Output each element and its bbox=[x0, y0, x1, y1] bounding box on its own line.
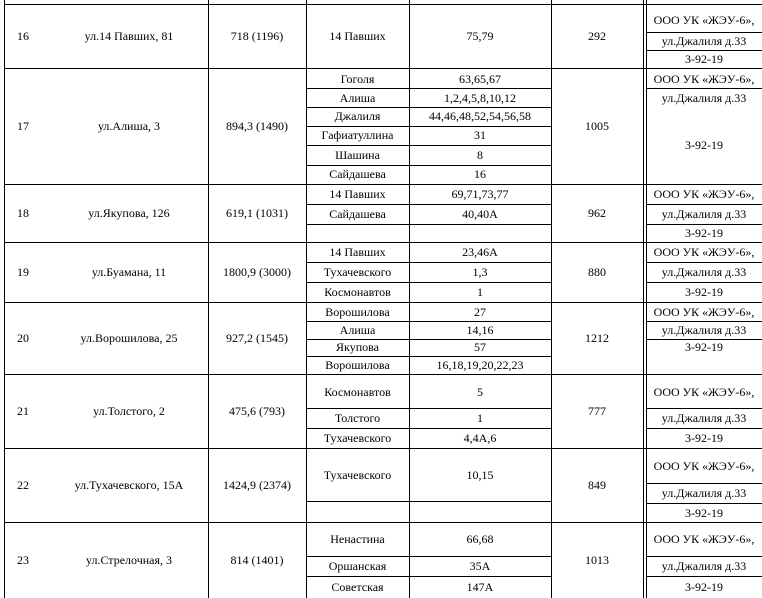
table-vertical-border bbox=[643, 0, 644, 598]
table-horizontal-border bbox=[646, 556, 762, 557]
table-vertical-border bbox=[208, 0, 209, 598]
table-horizontal-border bbox=[646, 428, 762, 429]
street-name: Гафиатуллина bbox=[321, 128, 394, 142]
table-horizontal-border bbox=[4, 522, 762, 523]
management-address: ул.Джалиля д.33 bbox=[661, 486, 747, 500]
row-number: 20 bbox=[17, 331, 29, 345]
table-horizontal-border bbox=[306, 165, 551, 166]
table-horizontal-border bbox=[646, 88, 762, 89]
table-horizontal-border bbox=[4, 184, 762, 185]
street-name: Оршанская bbox=[328, 559, 387, 573]
management-phone: 3-92-19 bbox=[685, 340, 723, 354]
house-numbers: 16,18,19,20,22,23 bbox=[436, 358, 524, 372]
management-phone: 3-92-19 bbox=[685, 52, 723, 66]
table-horizontal-border bbox=[4, 302, 762, 303]
street-name: Ворошилова bbox=[325, 358, 390, 372]
management-address: ул.Джалиля д.33 bbox=[661, 411, 747, 425]
street-name: Космонавтов bbox=[324, 385, 391, 399]
house-numbers: 66,68 bbox=[466, 532, 494, 546]
management-phone: 3-92-19 bbox=[685, 285, 723, 299]
row-number: 23 bbox=[17, 553, 29, 567]
table-horizontal-border bbox=[646, 50, 762, 51]
households-count: 880 bbox=[588, 265, 606, 279]
row-number: 16 bbox=[17, 29, 29, 43]
street-name: Сайдашева bbox=[329, 167, 386, 181]
management-company: ООО УК «ЖЭУ-6», bbox=[653, 532, 755, 546]
table-horizontal-border bbox=[306, 501, 551, 502]
management-address: ул.Джалиля д.33 bbox=[661, 265, 747, 279]
street-name: Сайдашева bbox=[329, 207, 386, 221]
table-horizontal-border bbox=[306, 321, 551, 322]
table-horizontal-border bbox=[646, 204, 762, 205]
table-horizontal-border bbox=[4, 242, 762, 243]
house-numbers: 5 bbox=[477, 385, 483, 399]
table-horizontal-border bbox=[306, 282, 551, 283]
row-number: 18 bbox=[17, 206, 29, 220]
house-numbers: 23,46А bbox=[462, 245, 498, 259]
street-name: Тухачевского bbox=[323, 265, 392, 279]
row-number: 21 bbox=[17, 404, 29, 418]
management-company: ООО УК «ЖЭУ-6», bbox=[653, 245, 755, 259]
house-numbers: 147А bbox=[466, 580, 494, 594]
house-numbers: 75,79 bbox=[466, 29, 494, 43]
table-horizontal-border bbox=[306, 428, 551, 429]
house-numbers: 16 bbox=[474, 167, 486, 181]
house-numbers: 35А bbox=[469, 559, 491, 573]
management-company: ООО УК «ЖЭУ-6», bbox=[653, 13, 755, 27]
table-horizontal-border bbox=[646, 503, 762, 504]
management-address: ул.Джалиля д.33 bbox=[661, 207, 747, 221]
street-name: Шашина bbox=[335, 148, 380, 162]
table-horizontal-border bbox=[646, 408, 762, 409]
building-address: ул.Ворошилова, 25 bbox=[80, 331, 178, 345]
street-name: Алиша bbox=[339, 323, 376, 337]
building-area: 814 (1401) bbox=[230, 553, 284, 567]
table-horizontal-border bbox=[4, 68, 762, 69]
table-horizontal-border bbox=[306, 107, 551, 108]
building-area: 718 (1196) bbox=[230, 29, 284, 43]
street-name: Джалиля bbox=[334, 109, 381, 123]
management-company: ООО УК «ЖЭУ-6», bbox=[653, 187, 755, 201]
management-company: ООО УК «ЖЭУ-6», bbox=[653, 72, 755, 86]
households-count: 292 bbox=[588, 29, 606, 43]
street-name: 14 Павших bbox=[329, 245, 386, 259]
house-numbers: 1 bbox=[477, 411, 483, 425]
house-numbers: 63,65,67 bbox=[459, 72, 501, 86]
table-vertical-border bbox=[4, 0, 5, 598]
street-name: Советская bbox=[331, 580, 384, 594]
table-vertical-border bbox=[409, 0, 410, 598]
management-address: ул.Джалиля д.33 bbox=[661, 559, 747, 573]
building-address: ул.14 Павших, 81 bbox=[84, 29, 174, 43]
building-address: ул.Якупова, 126 bbox=[88, 206, 170, 220]
street-name: Алиша bbox=[339, 91, 376, 105]
building-area: 619,1 (1031) bbox=[226, 206, 288, 220]
table-horizontal-border bbox=[306, 126, 551, 127]
management-address: ул.Джалиля д.33 bbox=[661, 91, 747, 105]
house-numbers: 4,4А,6 bbox=[463, 431, 497, 445]
row-number: 17 bbox=[17, 119, 29, 133]
house-numbers: 14,16 bbox=[466, 323, 494, 337]
building-area: 475,6 (793) bbox=[229, 404, 285, 418]
street-name: 14 Павших bbox=[329, 29, 386, 43]
management-address: ул.Джалиля д.33 bbox=[661, 323, 747, 337]
row-number: 22 bbox=[17, 478, 29, 492]
management-phone: 3-92-19 bbox=[685, 138, 723, 152]
building-area: 927,2 (1545) bbox=[226, 331, 288, 345]
table-horizontal-border bbox=[306, 408, 551, 409]
households-count: 1212 bbox=[585, 331, 609, 345]
street-name: Тухачевского bbox=[323, 468, 392, 482]
table-horizontal-border bbox=[306, 204, 551, 205]
house-numbers: 27 bbox=[474, 305, 486, 319]
house-numbers: 1 bbox=[477, 285, 483, 299]
table-horizontal-border bbox=[306, 88, 551, 89]
households-count: 1013 bbox=[585, 553, 609, 567]
street-name: Ненастина bbox=[330, 532, 385, 546]
street-name: Космонавтов bbox=[324, 285, 391, 299]
house-numbers: 69,71,73,77 bbox=[451, 187, 509, 201]
management-phone: 3-92-19 bbox=[685, 580, 723, 594]
table-horizontal-border bbox=[306, 224, 551, 225]
building-area: 1800,9 (3000) bbox=[223, 265, 291, 279]
management-company: ООО УК «ЖЭУ-6», bbox=[653, 305, 755, 319]
house-numbers: 31 bbox=[474, 128, 486, 142]
table-horizontal-border bbox=[4, 374, 762, 375]
building-address: ул.Буамана, 11 bbox=[91, 265, 167, 279]
table-horizontal-border bbox=[646, 282, 762, 283]
building-address: ул.Тухачевского, 15А bbox=[74, 478, 184, 492]
households-count: 962 bbox=[588, 206, 606, 220]
street-name: Якупова bbox=[336, 340, 379, 354]
table-horizontal-border bbox=[646, 32, 762, 33]
table-horizontal-border bbox=[306, 356, 551, 357]
households-count: 1005 bbox=[585, 119, 609, 133]
house-numbers: 44,46,48,52,54,56,58 bbox=[429, 109, 531, 123]
management-company: ООО УК «ЖЭУ-6», bbox=[653, 385, 755, 399]
table-horizontal-border bbox=[306, 556, 551, 557]
management-phone: 3-92-19 bbox=[685, 226, 723, 240]
house-numbers: 40,40А bbox=[462, 207, 498, 221]
house-numbers: 8 bbox=[477, 148, 483, 162]
table-vertical-border bbox=[551, 0, 552, 598]
building-area: 1424,9 (2374) bbox=[223, 478, 291, 492]
management-phone: 3-92-19 bbox=[685, 431, 723, 445]
management-company: ООО УК «ЖЭУ-6», bbox=[653, 459, 755, 473]
management-phone: 3-92-19 bbox=[685, 506, 723, 520]
building-area: 894,3 (1490) bbox=[226, 119, 288, 133]
table-horizontal-border bbox=[646, 576, 762, 577]
house-numbers: 1,2,4,5,8,10,12 bbox=[444, 91, 516, 105]
street-name: Ворошилова bbox=[325, 305, 390, 319]
table-horizontal-border bbox=[306, 576, 551, 577]
table-horizontal-border bbox=[306, 262, 551, 263]
table-vertical-border bbox=[646, 0, 647, 598]
street-name: Тухачевского bbox=[323, 431, 392, 445]
building-address: ул.Стрелочная, 3 bbox=[85, 553, 173, 567]
management-address: ул.Джалиля д.33 bbox=[661, 34, 747, 48]
house-numbers: 57 bbox=[474, 340, 486, 354]
street-name: Гоголя bbox=[340, 72, 375, 86]
table-horizontal-border bbox=[646, 483, 762, 484]
street-name: Толстого bbox=[334, 411, 381, 425]
table-horizontal-border bbox=[4, 448, 762, 449]
households-count: 849 bbox=[588, 478, 606, 492]
table-horizontal-border bbox=[306, 145, 551, 146]
table-horizontal-border bbox=[646, 321, 762, 322]
building-address: ул.Толстого, 2 bbox=[93, 404, 165, 418]
table-vertical-border bbox=[306, 0, 307, 598]
table-horizontal-border bbox=[4, 4, 762, 5]
row-number: 19 bbox=[17, 265, 29, 279]
table-horizontal-border bbox=[646, 224, 762, 225]
house-numbers: 10,15 bbox=[466, 468, 494, 482]
households-count: 777 bbox=[588, 404, 606, 418]
building-address: ул.Алиша, 3 bbox=[97, 119, 161, 133]
table-horizontal-border bbox=[646, 262, 762, 263]
street-name: 14 Павших bbox=[329, 187, 386, 201]
house-numbers: 1,3 bbox=[472, 265, 488, 279]
